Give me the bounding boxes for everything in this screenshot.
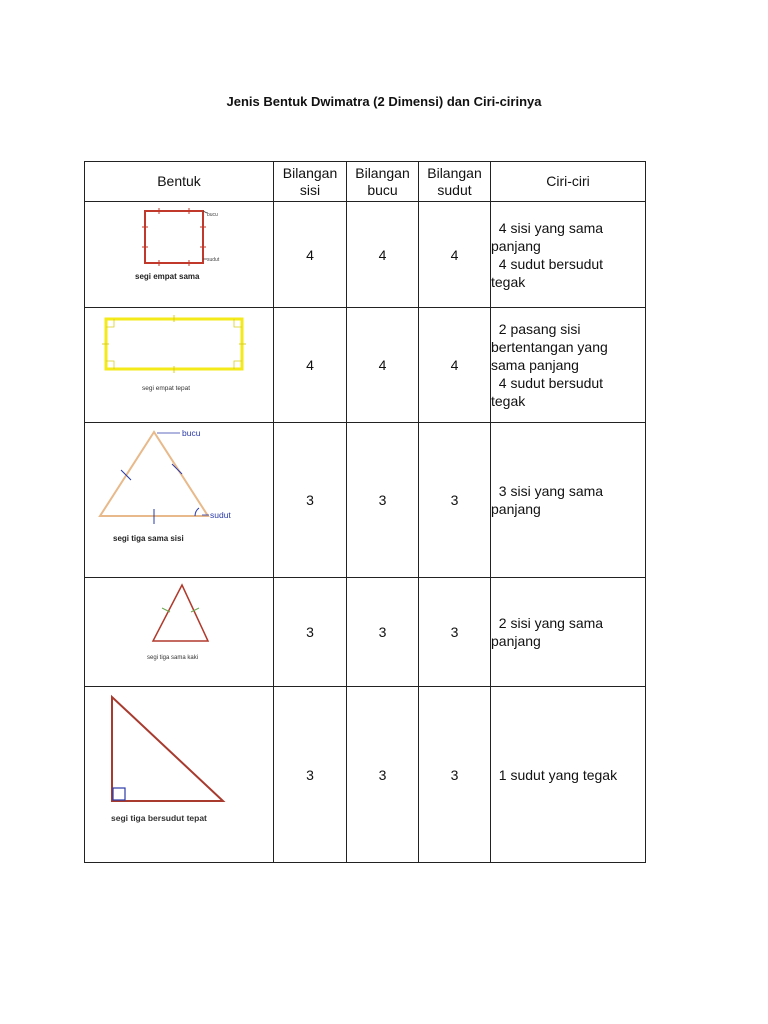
right-triangle-figure bbox=[85, 687, 273, 862]
row4-sudut: 3 bbox=[419, 578, 491, 687]
header-bentuk: Bentuk bbox=[85, 162, 274, 202]
table-row bbox=[85, 308, 646, 423]
row3-ciri bbox=[491, 423, 646, 578]
shape-cell-square bbox=[85, 202, 274, 308]
header-bilangan-sudut bbox=[419, 162, 491, 202]
square-label-bucu: bucu bbox=[207, 212, 218, 218]
row5-sudut: 3 bbox=[419, 687, 491, 863]
shape-cell-isosceles bbox=[85, 578, 274, 687]
row2-ciri-line: 4 sudut bersudut bbox=[491, 375, 604, 391]
row3-ciri-line: 3 sisi yang sama bbox=[491, 483, 604, 499]
row3-bucu: 3 bbox=[347, 423, 419, 578]
table-header-row bbox=[85, 162, 646, 202]
isosceles-figure bbox=[85, 578, 273, 686]
rectangle-figure bbox=[85, 308, 273, 422]
page-title: Jenis Bentuk Dwimatra (2 Dimensi) dan Ciri-cirinya bbox=[226, 94, 542, 109]
rectangle-caption: segi empat tepat bbox=[142, 385, 191, 392]
equilateral-caption: segi tiga sama sisi bbox=[113, 534, 184, 543]
row2-ciri-line: tegak bbox=[491, 393, 526, 409]
row3-sudut: 3 bbox=[419, 423, 491, 578]
row3-sisi: 3 bbox=[274, 423, 347, 578]
row1-ciri bbox=[491, 202, 646, 308]
header-sudut-line2: sudut bbox=[437, 181, 472, 198]
row2-ciri-line: sama panjang bbox=[491, 357, 579, 373]
row1-sudut: 4 bbox=[419, 202, 491, 308]
row4-ciri bbox=[491, 578, 646, 687]
row1-ciri-line: 4 sisi yang sama bbox=[491, 219, 604, 236]
table-row bbox=[85, 687, 646, 863]
right-triangle-caption: segi tiga bersudut tepat bbox=[111, 813, 207, 823]
isosceles-caption: segi tiga sama kaki bbox=[147, 655, 199, 661]
table-row bbox=[85, 202, 646, 308]
header-bucu-line1: Bilangan bbox=[355, 164, 410, 181]
row2-ciri-line: bertentangan yang bbox=[491, 339, 608, 355]
header-ciri-ciri: Ciri-ciri bbox=[491, 162, 646, 202]
row1-ciri-line: panjang bbox=[491, 237, 541, 254]
row4-sisi: 3 bbox=[274, 578, 347, 687]
row3-ciri-line: panjang bbox=[491, 501, 541, 517]
row1-ciri-line: 4 sudut bersudut bbox=[491, 255, 604, 272]
row2-ciri-line: 2 pasang sisi bbox=[491, 321, 581, 337]
table-row bbox=[85, 423, 646, 578]
triangle-label-sudut: sudut bbox=[210, 510, 231, 520]
header-bilangan-sisi bbox=[274, 162, 347, 202]
row2-sudut: 4 bbox=[419, 308, 491, 423]
row4-ciri-line: 2 sisi yang sama bbox=[491, 615, 604, 631]
header-bucu-line2: bucu bbox=[367, 181, 398, 198]
row5-ciri-line: 1 sudut yang tegak bbox=[491, 766, 618, 783]
shape-cell-equilateral bbox=[85, 423, 274, 578]
triangle-label-bucu: bucu bbox=[182, 428, 201, 438]
header-sudut-line1: Bilangan bbox=[427, 164, 482, 181]
row2-bucu: 4 bbox=[347, 308, 419, 423]
square-caption: segi empat sama bbox=[135, 272, 200, 281]
header-sisi-line1: Bilangan bbox=[282, 164, 338, 181]
row1-ciri-line: tegak bbox=[491, 273, 526, 290]
row5-bucu: 3 bbox=[347, 687, 419, 863]
header-bilangan-bucu bbox=[347, 162, 419, 202]
shapes-table bbox=[84, 161, 646, 863]
row4-bucu: 3 bbox=[347, 578, 419, 687]
shape-cell-rectangle bbox=[85, 308, 274, 423]
row4-ciri-line: panjang bbox=[491, 633, 541, 649]
table-row bbox=[85, 578, 646, 687]
square-label-sudut: sudut bbox=[207, 257, 220, 263]
row5-sisi: 3 bbox=[274, 687, 347, 863]
row5-ciri bbox=[491, 687, 646, 863]
square-figure bbox=[85, 202, 273, 307]
header-sisi-line2: sisi bbox=[299, 181, 321, 198]
row1-bucu: 4 bbox=[347, 202, 419, 308]
row1-sisi: 4 bbox=[274, 202, 347, 308]
row2-sisi: 4 bbox=[274, 308, 347, 423]
equilateral-figure bbox=[85, 423, 273, 577]
row2-ciri bbox=[491, 308, 646, 423]
shape-cell-right-triangle bbox=[85, 687, 274, 863]
